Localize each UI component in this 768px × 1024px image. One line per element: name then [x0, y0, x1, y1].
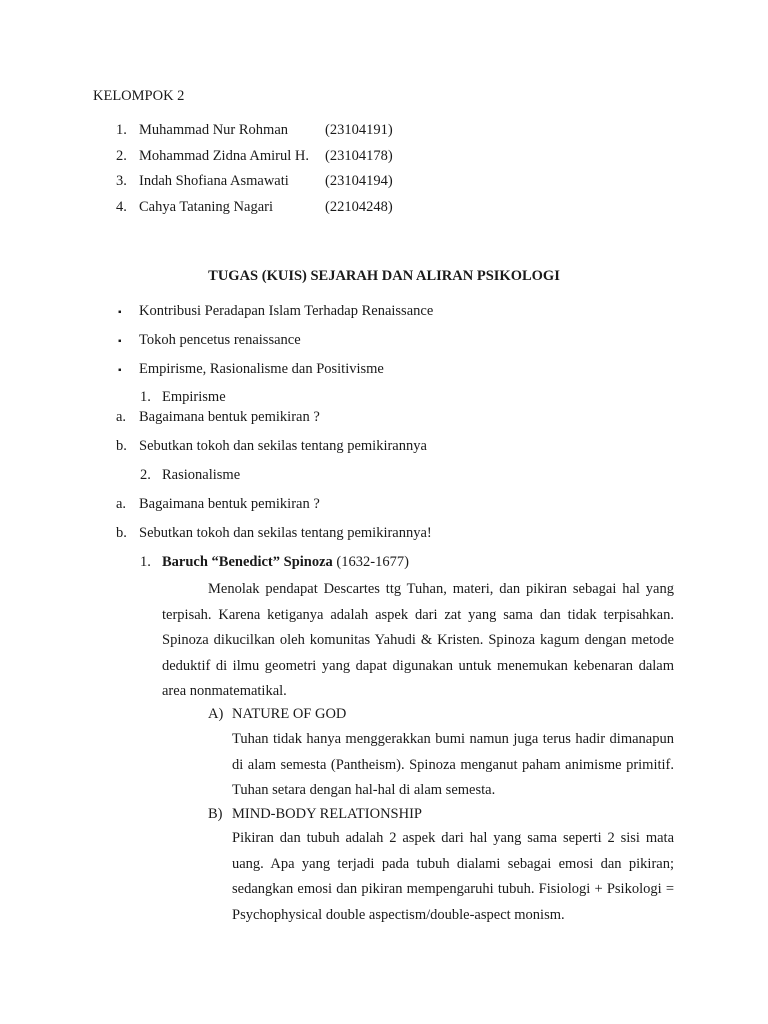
section-number: 1.: [140, 389, 151, 405]
member-name: Muhammad Nur Rohman: [139, 122, 289, 138]
item-text: Bagaimana bentuk pemikiran ?: [139, 496, 320, 512]
item-text: Sebutkan tokoh dan sekilas tentang pemikirannya!: [139, 525, 432, 541]
subsection-title: NATURE OF GOD: [232, 706, 347, 722]
item-text: Sebutkan tokoh dan sekilas tentang pemikirannya: [139, 438, 427, 454]
section-title: Empirisme: [162, 389, 226, 405]
member-name: Mohammad Zidna Amirul H.: [139, 148, 309, 164]
bullet-icon: ▪: [118, 336, 122, 347]
member-id: (22104248): [325, 199, 393, 215]
item-letter: b.: [116, 438, 127, 454]
figure-name: Baruch “Benedict” Spinoza: [162, 554, 333, 570]
bullet-text: Kontribusi Peradapan Islam Terhadap Renaissance: [139, 303, 434, 319]
subsection-text: Pikiran dan tubuh adalah 2 aspek dari hal yang sama seperti 2 sisi mata uang. Apa yang terjadi pada tubuh dialami sebagai emosi dan pikiran; sedangkan emosi dan pikiran mempengaruhi tubuh. Fisiologi + Psikologi = Psychophysical double aspectism/double-aspect monism.: [232, 830, 674, 923]
group-heading: KELOMPOK 2: [93, 88, 185, 104]
item-letter: a.: [116, 496, 127, 512]
figure-years: (1632-1677): [336, 554, 409, 570]
member-number: 3.: [116, 173, 127, 189]
bullet-text: Tokoh pencetus renaissance: [139, 332, 301, 348]
member-name: Indah Shofiana Asmawati: [139, 173, 289, 189]
subsection-text: Tuhan tidak hanya menggerakkan bumi namun juga terus hadir dimanapun di alam semesta (Pantheism). Spinoza menganut paham animisme primitif. Tuhan setara dengan hal-hal di alam semesta.: [232, 731, 674, 799]
bullet-text: Empirisme, Rasionalisme dan Positivisme: [139, 361, 384, 377]
section-title: Rasionalisme: [162, 467, 241, 483]
subsection-label: B): [208, 806, 223, 822]
member-number: 1.: [116, 122, 127, 138]
figure-number: 1.: [140, 554, 151, 570]
member-name: Cahya Tataning Nagari: [139, 199, 274, 215]
page-title: TUGAS (KUIS) SEJARAH DAN ALIRAN PSIKOLOGI: [208, 268, 560, 284]
member-number: 2.: [116, 148, 127, 164]
member-id: (23104194): [325, 173, 393, 189]
item-text: Bagaimana bentuk pemikiran ?: [139, 409, 320, 425]
section-number: 2.: [140, 467, 151, 483]
item-letter: b.: [116, 525, 127, 541]
bullet-icon: ▪: [118, 365, 122, 376]
subsection-label: A): [208, 706, 224, 722]
subsection-title: MIND-BODY RELATIONSHIP: [232, 806, 422, 822]
member-id: (23104178): [325, 148, 393, 164]
member-number: 4.: [116, 199, 127, 215]
figure-paragraph: Menolak pendapat Descartes ttg Tuhan, materi, dan pikiran sebagai hal yang terpisah. Karena ketiganya adalah aspek dari zat yang sama dan tidak terpisahkan. Spinoza dikucilkan oleh komunitas Yahudi & Kristen. Spinoza kagum dengan metode deduktif di ilmu geometri yang dapat digunakan untuk menemukan kebenaran dalam area nonmatematikal.: [162, 581, 674, 700]
member-id: (23104191): [325, 122, 393, 138]
bullet-icon: ▪: [118, 307, 122, 318]
item-letter: a.: [116, 409, 127, 425]
